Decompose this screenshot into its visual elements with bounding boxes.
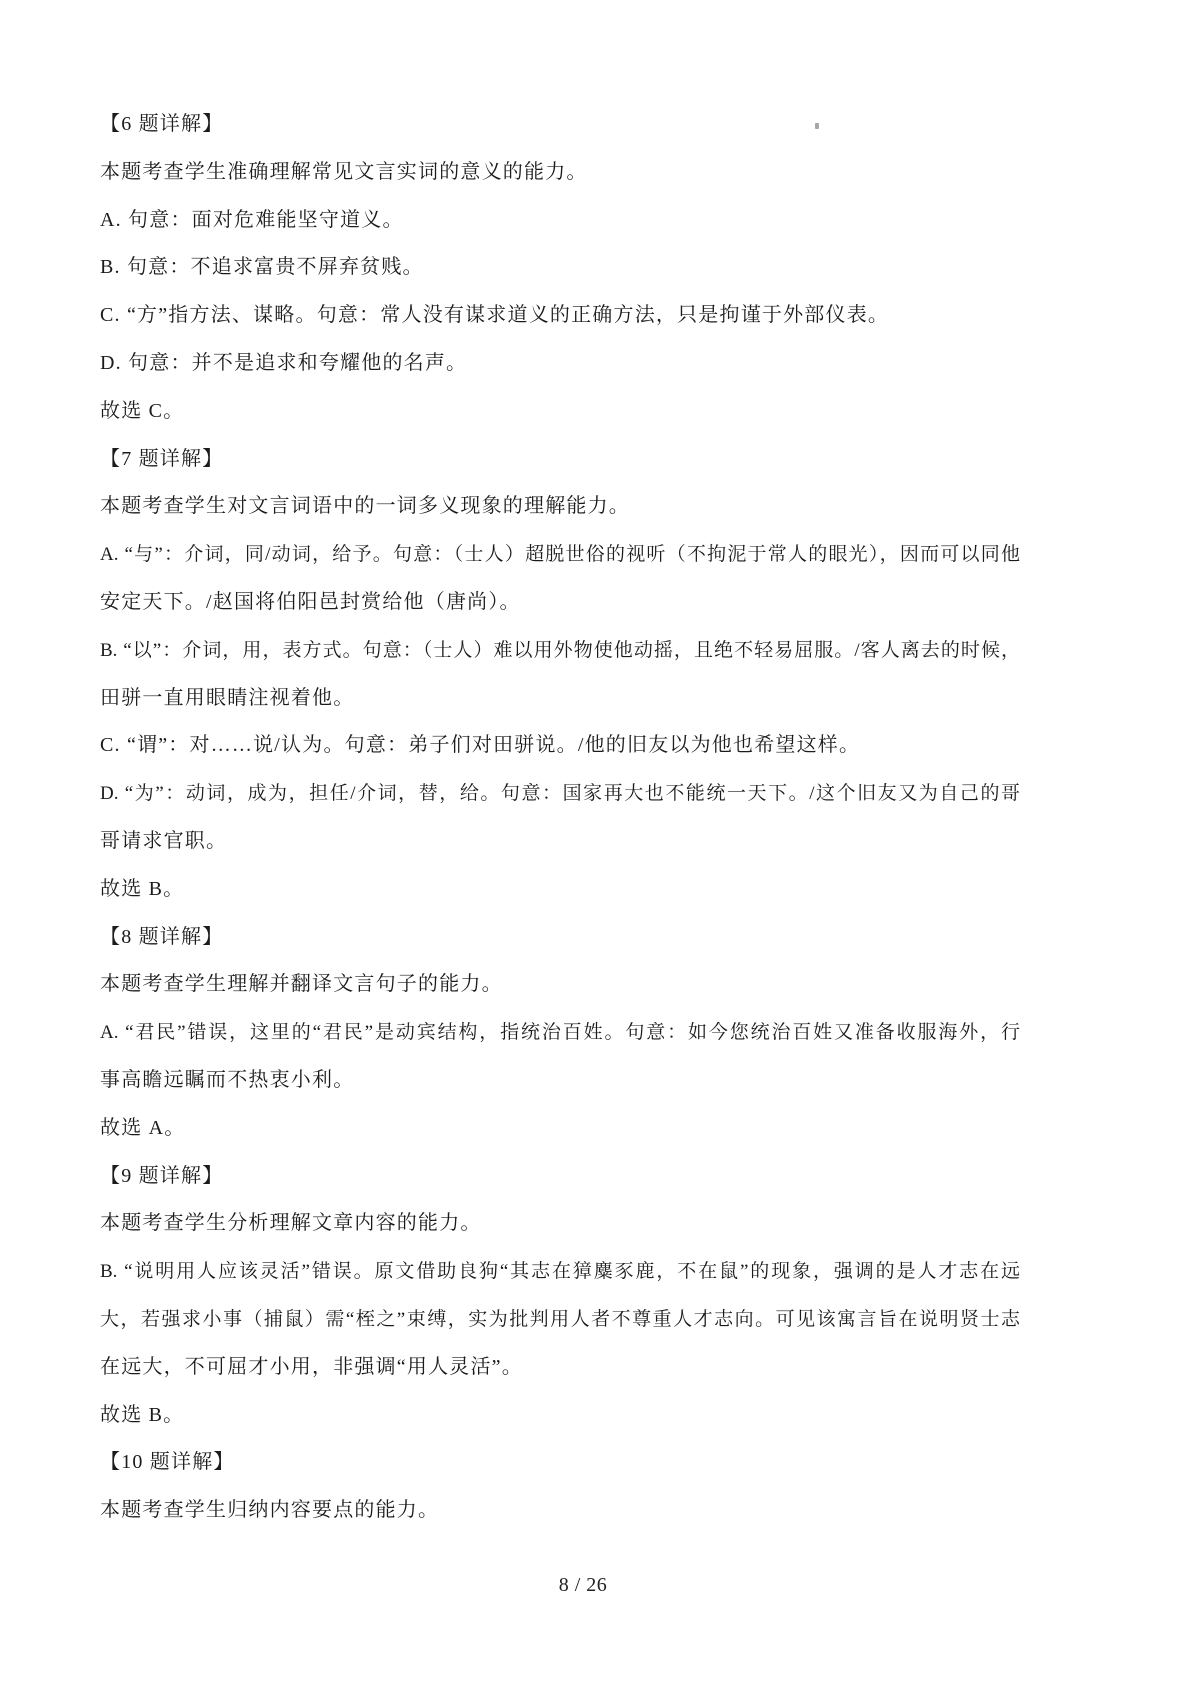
document-body [100,101,1020,1535]
text-line: 在远大，不可屈才小用，非强调“用人灵活”。 [100,1355,523,1378]
text-line: 本题考查学生对文言词语中的一词多义现象的理解能力。 [100,495,630,518]
text-line: D. 句意：并不是追求和夸耀他的名声。 [100,351,468,374]
text-line: A. “君民”错误，这里的“君民”是动宾结构，指统治百姓。句意：如今您统治百姓又准备收服海外，行 [100,1022,1020,1044]
text-line: 大，若强求小事（捕鼠）需“桎之”束缚，实为批判用人者不尊重人才志向。可见该寓言旨在说明贤士志 [100,1308,1020,1330]
section-header: 【6 题详解】 [100,113,224,135]
section-header: 【10 题详解】 [100,1451,235,1474]
text-line: 本题考查学生准确理解常见文言实词的意义的能力。 [100,160,588,183]
section-header: 【9 题详解】 [100,1164,224,1187]
text-line: 安定天下。/赵国将伯阳邑封赏给他（唐尚）。 [100,590,521,613]
text-line: 故选 C。 [100,399,185,422]
text-line: B. “以”：介词，用，表方式。句意：（士人）难以用外物使他动摇，且绝不轻易屈服。/客人离去的时候， [100,639,1020,661]
section-header: 【8 题详解】 [100,925,224,948]
text-line: B. “说明用人应该灵活”错误。原文借助良狗“其志在獐麋豕鹿，不在鼠”的现象，强调的是人才志在远 [100,1261,1020,1283]
text-line: C. “方”指方法、谋略。句意：常人没有谋求道义的正确方法，只是拘谨于外部仪表。 [100,304,890,327]
text-line: 哥请求官职。 [100,829,228,852]
text-line: 故选 B。 [100,877,185,900]
text-line: A. 句意：面对危难能坚守道义。 [100,208,404,231]
text-line: 事高瞻远瞩而不热衷小利。 [100,1068,355,1091]
text-line: 本题考查学生归纳内容要点的能力。 [100,1499,440,1522]
text-line: 田骈一直用眼睛注视着他。 [100,686,355,709]
text-line: 本题考查学生分析理解文章内容的能力。 [100,1212,482,1235]
text-line: C. “谓”：对……说/认为。句意：弟子们对田骈说。/他的旧友以为他也希望这样。 [100,734,861,757]
text-line: 故选 B。 [100,1403,185,1426]
text-line: 故选 A。 [100,1116,186,1139]
text-line: 本题考查学生理解并翻译文言句子的能力。 [100,973,503,996]
page-number: 8 / 26 [558,1574,608,1596]
text-line: D. “为”：动词，成为，担任/介词，替，给。句意：国家再大也不能统一天下。/这个旧友又为自己的哥 [100,783,1020,805]
text-line: B. 句意：不追求富贵不屏弃贫贱。 [100,256,424,279]
text-line: A. “与”：介词，同/动词，给予。句意：（士人）超脱世俗的视听（不拘泥于常人的眼光），因而可以同他 [100,544,1020,566]
section-header: 【7 题详解】 [100,447,224,470]
